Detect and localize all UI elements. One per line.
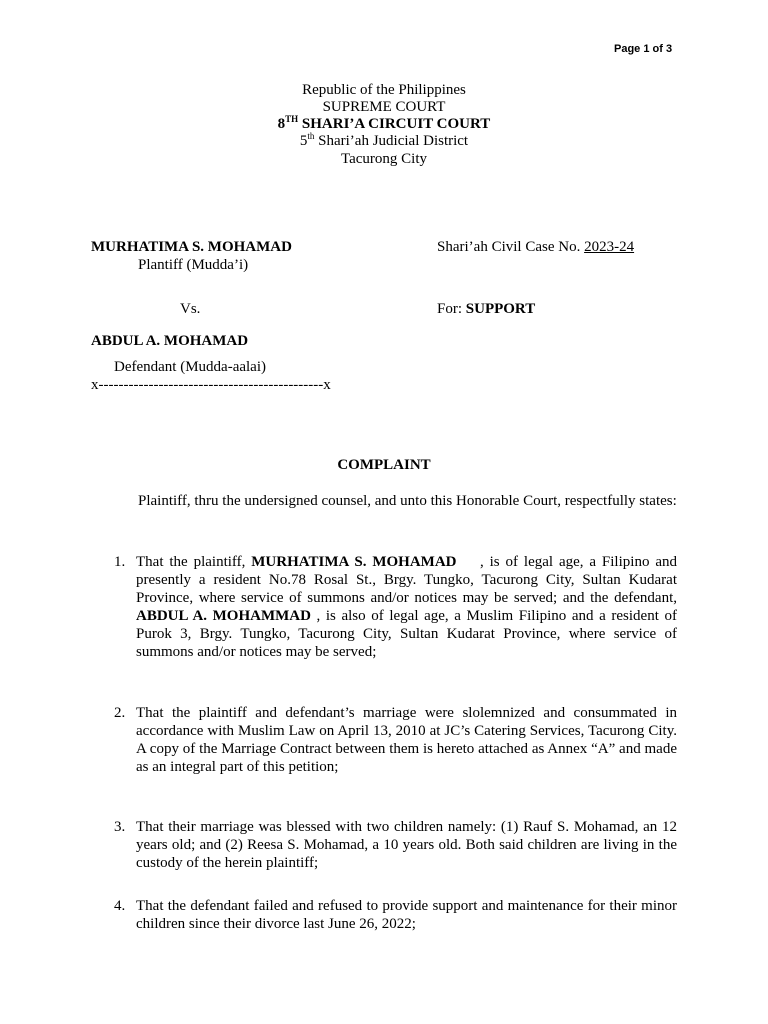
page-number: Page 1 of 3	[614, 43, 673, 55]
versus-label: Vs.	[180, 301, 201, 317]
case-number: Shari’ah Civil Case No. 2023-24	[437, 239, 635, 255]
plaintiff-name: MURHATIMA S. MOHAMAD	[91, 239, 292, 255]
header-republic: Republic of the Philippines	[302, 82, 466, 98]
header-circuit-court: 8TH SHARI’A CIRCUIT COURT	[277, 114, 491, 132]
plaintiff-role: Plantiff (Mudda’i)	[138, 257, 249, 273]
defendant-role: Defendant (Mudda-aalai)	[114, 359, 267, 375]
intro-paragraph: Plaintiff, thru the undersigned counsel, and unto this Honorable Court, respectfully states:	[138, 493, 677, 509]
header-supreme-court: SUPREME COURT	[322, 99, 446, 115]
header-city: Tacurong City	[340, 151, 427, 167]
defendant-name: ABDUL A. MOHAMAD	[91, 333, 249, 349]
item-text: That the plaintiff and defendant’s marriage were slolemnized and consummated in accordance with Muslim Law on April 13, 2010 at JC’s Catering Services, Tacurong City. A copy of the Marriage Contract between them is hereto attached as Annex “A” and made as an integral part of this petition;	[136, 705, 677, 775]
item-number: 2.	[114, 705, 126, 721]
list-item	[114, 897, 677, 933]
item-text: That the defendant failed and refused to provide support and maintenance for their minor children since their divorce last June 26, 2022;	[136, 898, 677, 932]
item-number: 4.	[114, 898, 126, 914]
document-title: COMPLAINT	[337, 457, 431, 473]
header-district: 5th Shari’ah Judicial District	[299, 131, 469, 149]
list-item	[114, 553, 681, 661]
list-item	[114, 704, 677, 776]
list-item	[114, 818, 677, 872]
item-number: 1.	[114, 554, 126, 570]
item-number: 3.	[114, 819, 126, 835]
caption-separator: x---------------------------------------------x	[91, 377, 331, 393]
case-subject: For: SUPPORT	[437, 301, 536, 317]
item-text: That the plaintiff, MURHATIMA S. MOHAMAD , is of legal age, a Filipino and presently a resident No.78 Rosal St., Brgy. Tungko, Tacurong City, Sultan Kudarat Province, where service of summons and/or notices may be served; and the defendant, ABDUL A. MOHAMMAD , is also of legal age, a Muslim Filipino and a resident of Purok 3, Brgy. Tungko, Tacurong City, Sultan Kudarat Province, where service of summons and/or notices may be served;	[136, 554, 681, 660]
item-text: That their marriage was blessed with two children namely: (1) Rauf S. Mohamad, an 12 years old; and (2) Reesa S. Mohamad, a 10 years old. Both said children are living in the custody of the herein plaintiff;	[136, 819, 677, 871]
